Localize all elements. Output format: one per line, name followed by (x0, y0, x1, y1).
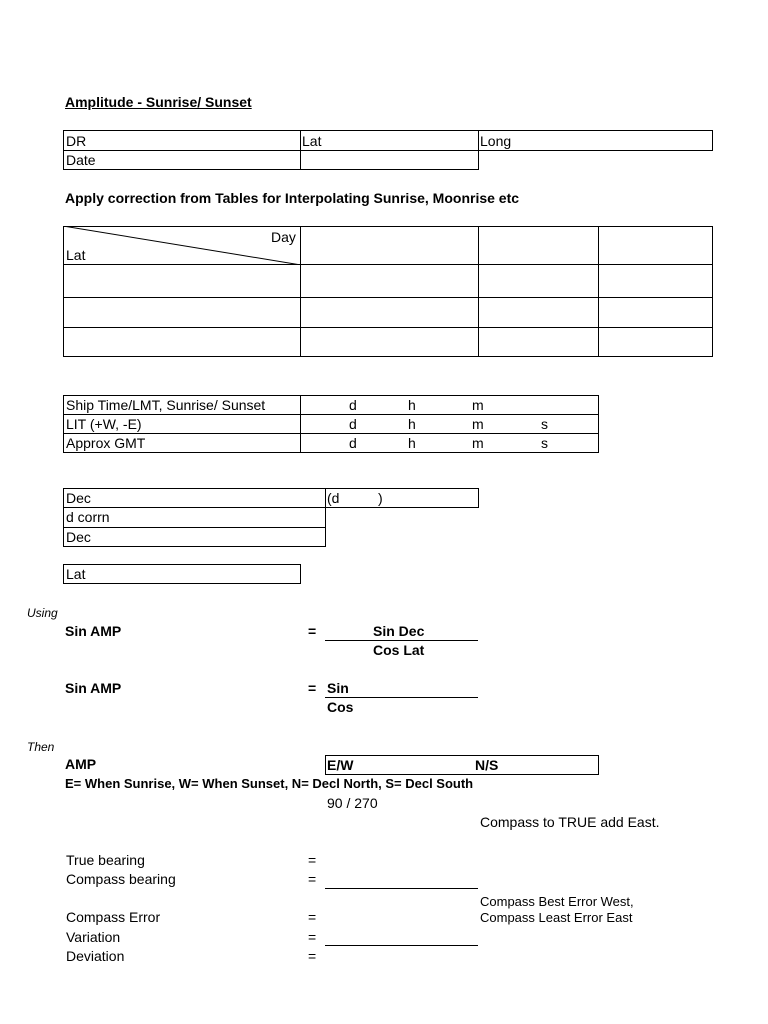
hours-unit: h (408, 435, 416, 451)
time-row-label: Approx GMT (66, 435, 146, 451)
d-value-close: ) (378, 490, 383, 506)
d-corrn-label: d corrn (66, 509, 110, 525)
date-label: Date (66, 152, 96, 168)
d-value-open: (d (327, 490, 340, 506)
seconds-unit: s (541, 435, 548, 451)
hours-unit: h (408, 397, 416, 413)
day-header: Day (271, 229, 296, 245)
denominator: Cos (327, 699, 354, 715)
compass-bearing-label: Compass bearing (66, 871, 176, 887)
numerator: Sin Dec (373, 623, 425, 639)
time-row-label: LIT (+W, -E) (66, 416, 142, 432)
deviation-label: Deviation (66, 948, 125, 964)
days-unit: d (349, 435, 357, 451)
error-note-line2: Compass Least Error East (480, 910, 633, 925)
equals-sign: = (308, 623, 317, 639)
amp-label: AMP (65, 756, 97, 772)
formula-lhs: Sin AMP (65, 623, 122, 639)
diagonal-divider (63, 226, 301, 265)
degrees-reference: 90 / 270 (327, 795, 378, 811)
seconds-unit: s (541, 416, 548, 432)
lat-box-label: Lat (66, 566, 86, 582)
amp-legend: E= When Sunrise, W= When Sunset, N= Decl North, S= Decl South (65, 776, 474, 791)
long-label: Long (480, 133, 512, 149)
minutes-unit: m (472, 416, 484, 432)
dr-label: DR (66, 133, 87, 149)
time-row-label: Ship Time/LMT, Sunrise/ Sunset (66, 397, 266, 413)
page-title: Amplitude - Sunrise/ Sunset (65, 94, 252, 110)
equals-sign: = (308, 929, 317, 945)
subtraction-line (325, 945, 478, 946)
then-label: Then (27, 740, 55, 754)
lat-header: Lat (66, 247, 86, 263)
denominator: Cos Lat (373, 642, 425, 658)
using-label: Using (27, 606, 58, 620)
equals-sign: = (308, 948, 317, 964)
error-note-line1: Compass Best Error West, (480, 894, 634, 909)
variation-label: Variation (66, 929, 121, 945)
days-unit: d (349, 397, 357, 413)
dec-label: Dec (66, 490, 91, 506)
minutes-unit: m (472, 397, 484, 413)
compass-error-label: Compass Error (66, 909, 161, 925)
compass-note: Compass to TRUE add East. (480, 814, 660, 830)
lat-box (63, 564, 301, 584)
equals-sign: = (308, 680, 317, 696)
amp-box (325, 755, 599, 775)
dec-corrected-label: Dec (66, 529, 91, 545)
equals-sign: = (308, 909, 317, 925)
ns-label: N/S (475, 757, 499, 773)
hours-unit: h (408, 416, 416, 432)
days-unit: d (349, 416, 357, 432)
numerator: Sin (327, 680, 349, 696)
instruction-text: Apply correction from Tables for Interpolating Sunrise, Moonrise etc (65, 190, 520, 206)
formula-lhs: Sin AMP (65, 680, 122, 696)
subtraction-line (325, 888, 478, 889)
equals-sign: = (308, 852, 317, 868)
minutes-unit: m (472, 435, 484, 451)
lat-label: Lat (302, 133, 322, 149)
equals-sign: = (308, 871, 317, 887)
true-bearing-label: True bearing (66, 852, 145, 868)
ew-label: E/W (327, 757, 354, 773)
